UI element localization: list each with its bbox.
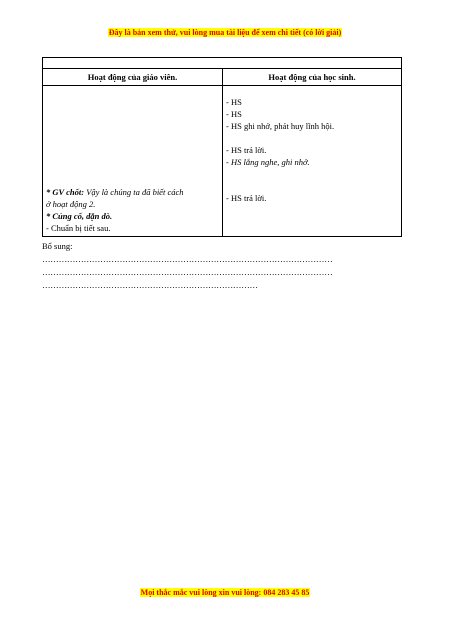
next-lesson-prep: - Chuẩn bị tiết sau. <box>46 223 111 233</box>
student-spacer <box>226 180 398 192</box>
gv-summary <box>46 186 219 198</box>
student-line: - HS ghi nhớ, phát huy lĩnh hội. <box>226 121 335 131</box>
supplement-line-3: …………………………………………………………………… <box>42 280 258 290</box>
student-spacer <box>226 168 398 180</box>
preview-notice-text: Đây là bản xem thử, vui lòng mua tài liệu để xem chi tiết (có lời giải) <box>108 28 342 37</box>
gv-summary-text: Vậy là chúng ta đã biết cách <box>84 187 184 197</box>
teacher-activity-cell <box>43 86 223 237</box>
contact-text: Mọi thắc mắc vui lòng xin vui lòng: 084 283 45 85 <box>140 588 310 597</box>
student-spacer <box>226 132 398 144</box>
student-line: - HS trả lời. <box>226 145 267 155</box>
student-activity-cell <box>223 86 402 237</box>
supplement-line-2: …………………………………………………………………………………………… <box>42 267 333 277</box>
contact-banner <box>0 588 450 597</box>
student-line: - HS <box>226 109 242 119</box>
header-teacher: Hoạt động của giáo viên. <box>43 69 223 86</box>
supplement-section <box>42 240 402 292</box>
supplement-label: Bổ sung: <box>42 241 73 251</box>
table-empty-cell <box>43 58 402 69</box>
consolidation-heading: * Củng cố, dặn dò. <box>46 211 113 221</box>
student-line: - HS <box>226 97 242 107</box>
table-empty-row <box>43 58 402 69</box>
header-student: Hoạt động của học sinh. <box>223 69 402 86</box>
student-line: - HS lắng nghe, ghi nhớ. <box>226 157 310 167</box>
table-header-row <box>43 69 402 86</box>
student-line: - HS trả lời. <box>226 193 267 203</box>
gv-summary-label: * GV chốt: <box>46 187 85 197</box>
lesson-activity-table <box>42 57 402 237</box>
table-body-row <box>43 86 402 237</box>
supplement-line-1: …………………………………………………………………………………………… <box>42 254 333 264</box>
teacher-activity-content <box>46 186 219 234</box>
preview-notice-banner <box>0 28 450 37</box>
gv-summary-continued: ở hoạt động 2. <box>46 199 96 209</box>
